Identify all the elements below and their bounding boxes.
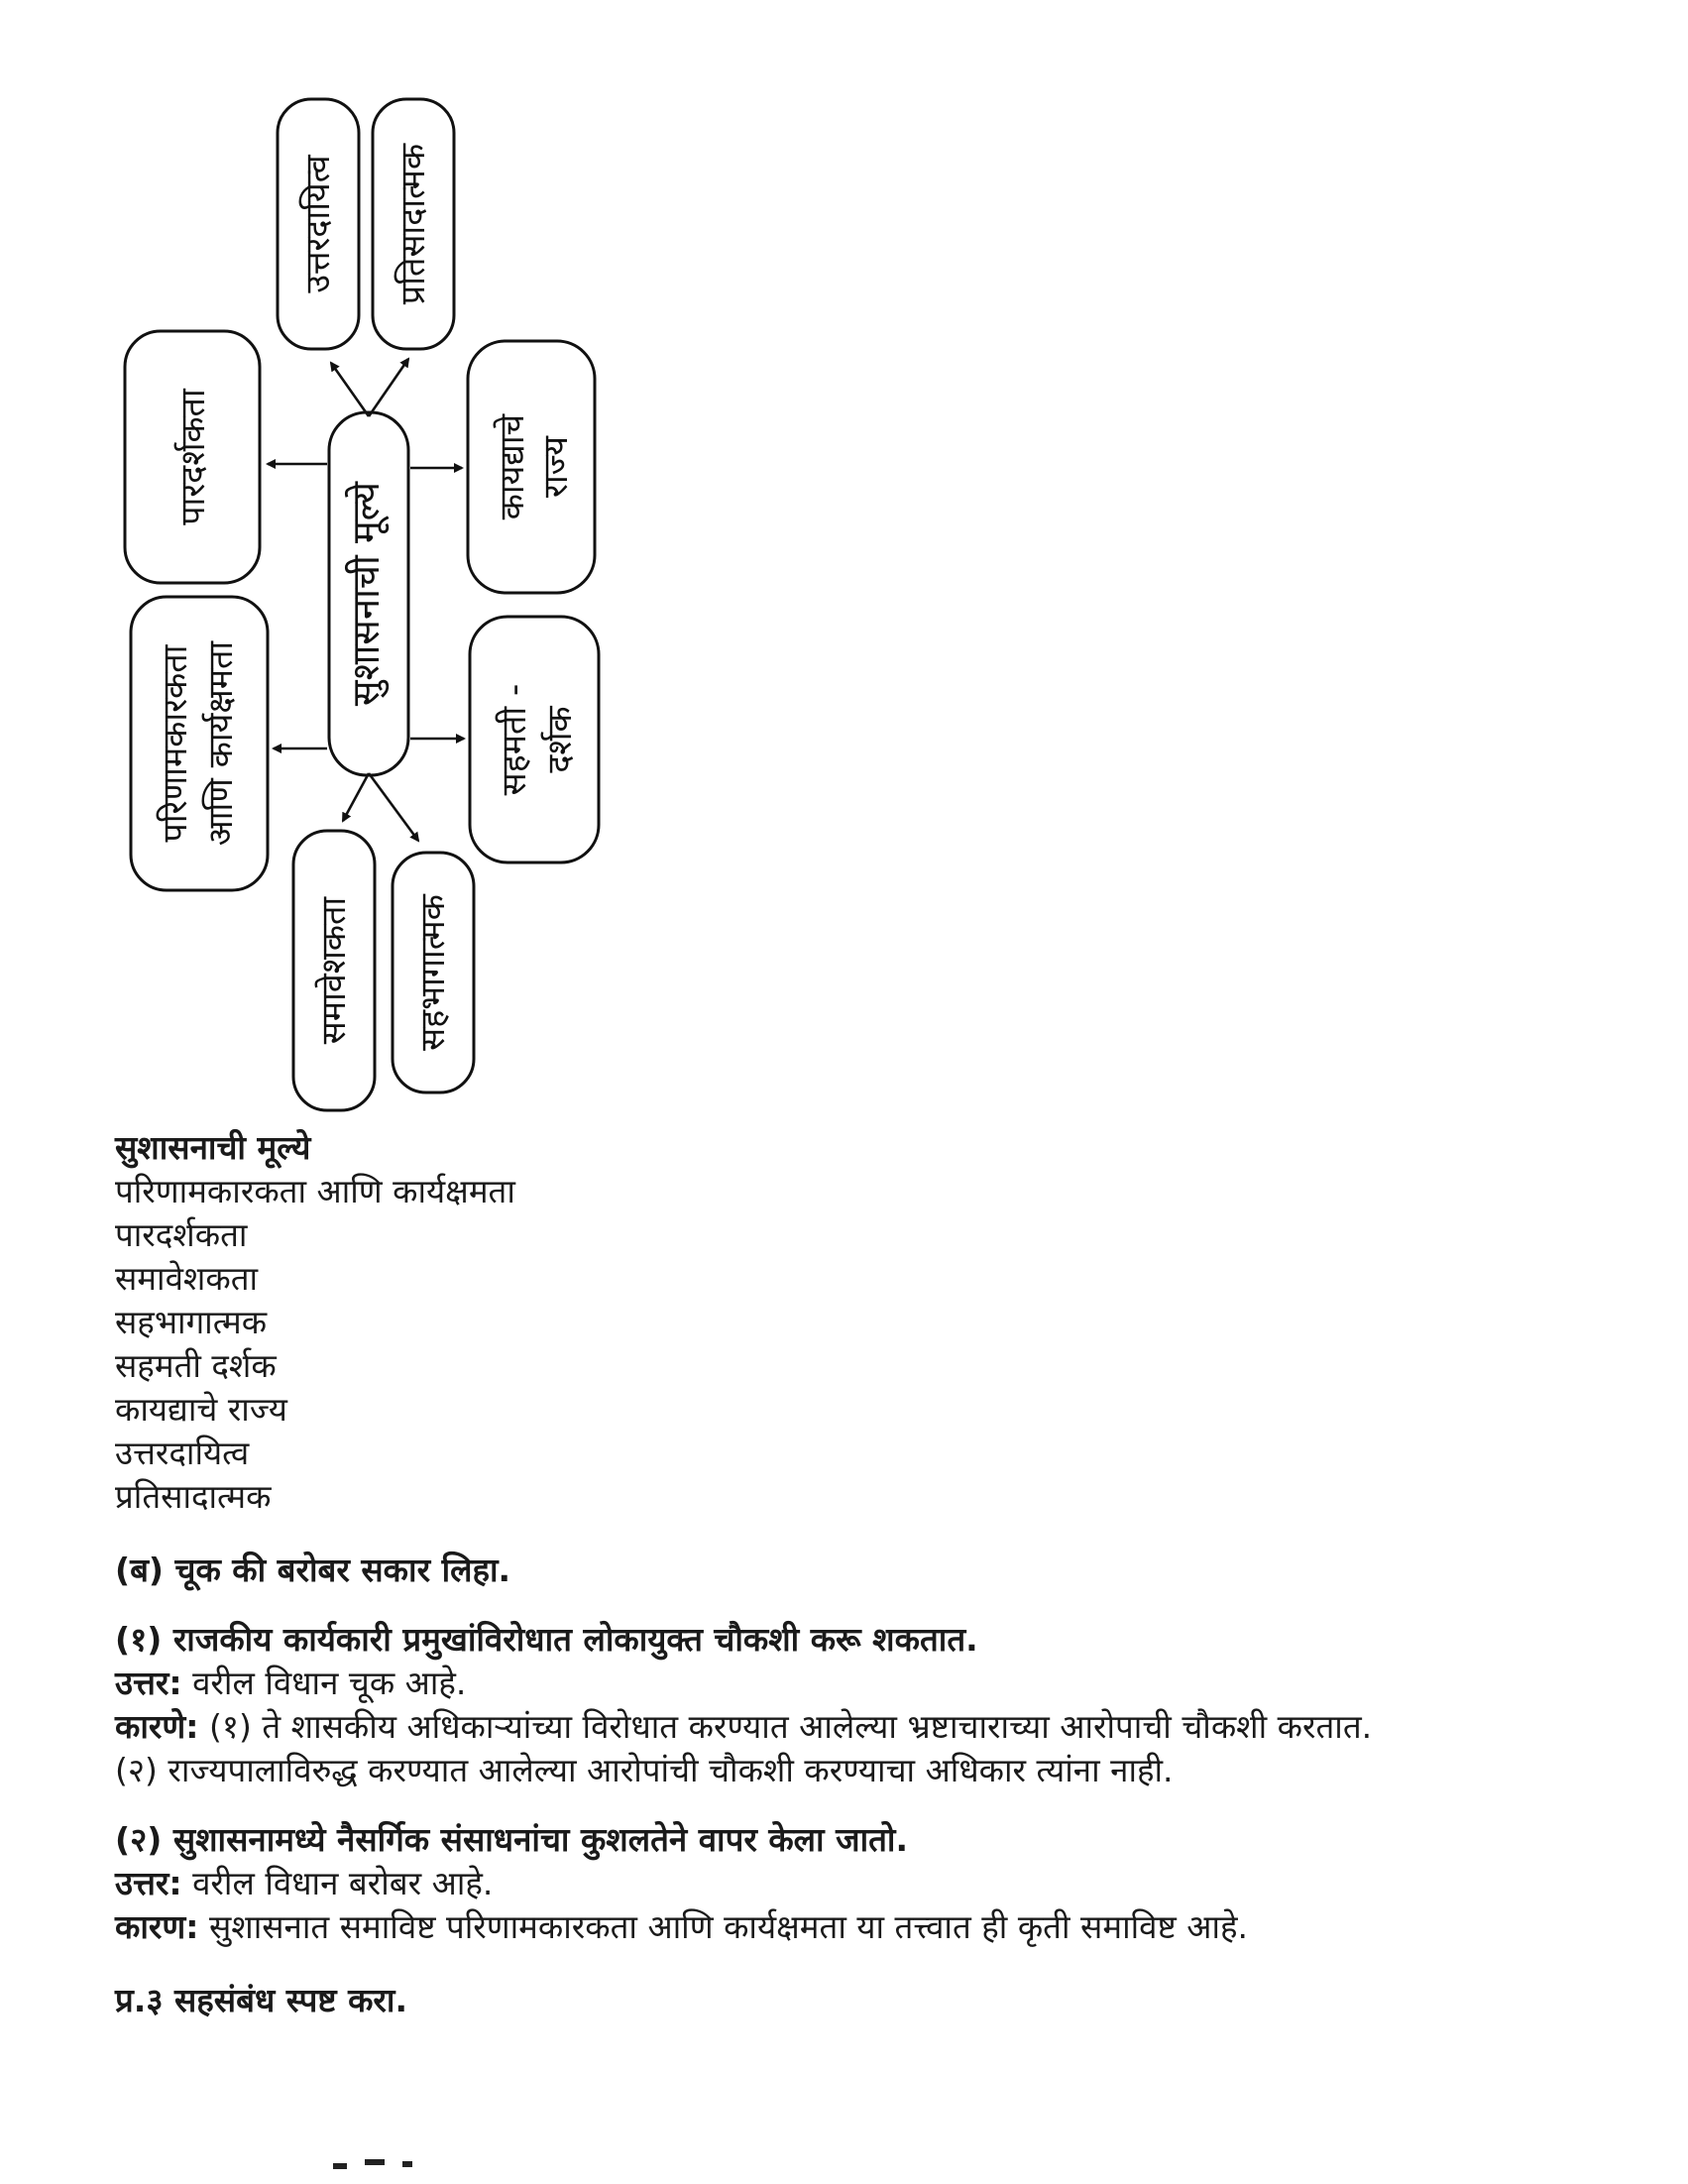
- node-rule-of-law-label-1: कायद्याचे: [493, 413, 532, 520]
- document-body: [115, 1126, 1661, 2022]
- node-rule-of-law: [468, 341, 595, 593]
- answer-text: वरील विधान बरोबर आहे.: [181, 1864, 494, 1902]
- node-rule-of-law-label-2: राज्य: [536, 436, 576, 498]
- list-item: सहभागात्मक: [115, 1303, 268, 1341]
- question-1-reason-2: (२) राज्यपालाविरुद्ध करण्यात आलेल्या आरोपांची चौकशी करण्याचा अधिकार त्यांना नाही.: [115, 1751, 1174, 1789]
- center-node: [329, 412, 408, 775]
- node-inclusiveness-label: समावेशकता: [314, 896, 354, 1045]
- node-responsive-label: प्रतिसादात्मक: [394, 143, 433, 305]
- answer-label: उत्तर:: [115, 1864, 182, 1902]
- node-consensus: [470, 617, 599, 862]
- reason-text: (१) ते शासकीय अधिकाऱ्यांच्या विरोधात करण्यात आलेल्या भ्रष्टाचाराच्या आरोपाची चौकशी करतात.: [198, 1707, 1373, 1746]
- cut-off-text-fragment: [327, 2149, 436, 2173]
- list-item: कायद्याचे राज्य: [115, 1390, 287, 1429]
- reason-label: कारण:: [115, 1907, 199, 1946]
- list-item: सहमती दर्शक: [115, 1346, 277, 1385]
- list-item: परिणामकारकता आणि कार्यक्षमता: [115, 1172, 515, 1210]
- question-2-reason: [115, 1905, 1661, 1949]
- values-list-title: सुशासनाची मूल्ये: [115, 1128, 311, 1167]
- arrow-to-accountability: [331, 363, 369, 416]
- node-transparency: [125, 331, 260, 583]
- list-item: पारदर्शकता: [115, 1215, 248, 1254]
- reason-text: सुशासनात समाविष्ट परिणामकारकता आणि कार्यक्षमता या तत्त्वात ही कृती समाविष्ट आहे.: [198, 1907, 1249, 1946]
- question-1-title: (१) राजकीय कार्यकारी प्रमुखांविरोधात लोकायुक्त चौकशी करू शकतात.: [115, 1620, 978, 1659]
- node-responsive: [373, 99, 454, 349]
- values-list: [115, 1170, 1661, 1519]
- answer-label: उत्तर:: [115, 1664, 182, 1702]
- good-governance-values-diagram: [109, 89, 624, 1140]
- node-inclusiveness: [293, 831, 375, 1110]
- question-2-answer: [115, 1862, 1661, 1905]
- node-consensus-label-2: दर्शक: [540, 706, 580, 773]
- list-item: उत्तरदायित्व: [115, 1434, 250, 1472]
- node-effectiveness-label-1: परिणामकारकता: [156, 644, 195, 843]
- reason-label: कारणे:: [115, 1707, 199, 1746]
- node-transparency-label: पारदर्शकता: [173, 389, 213, 525]
- node-consensus-label-1: सहमती -: [495, 683, 534, 796]
- question-2-title: (२) सुशासनामध्ये नैसर्गिक संसाधनांचा कुशलतेने वापर केला जातो.: [115, 1820, 909, 1859]
- arrow-to-participatory: [369, 773, 418, 841]
- question-1-answer: [115, 1662, 1661, 1705]
- node-accountability-label: उत्तरदायित्व: [298, 155, 338, 293]
- arrow-to-inclusiveness: [343, 773, 369, 821]
- section-b-heading: (ब) चूक की बरोबर सकार लिहा.: [115, 1551, 511, 1589]
- arrow-to-responsive: [369, 359, 408, 416]
- section-3-heading: प्र.३ सहसंबंध स्पष्ट करा.: [115, 1981, 407, 2019]
- node-participatory-label: सहभागात्मक: [413, 894, 453, 1051]
- node-participatory: [393, 853, 474, 1092]
- list-item: समावेशकता: [115, 1259, 259, 1298]
- question-1-reason: [115, 1705, 1661, 1749]
- center-node-label: सुशासनाची मूल्ये: [344, 481, 388, 707]
- node-effectiveness: [131, 597, 268, 890]
- answer-text: वरील विधान चूक आहे.: [181, 1664, 467, 1702]
- list-item: प्रतिसादात्मक: [115, 1477, 272, 1516]
- node-accountability: [278, 99, 359, 349]
- node-effectiveness-label-2: आणि कार्यक्षमता: [201, 640, 241, 847]
